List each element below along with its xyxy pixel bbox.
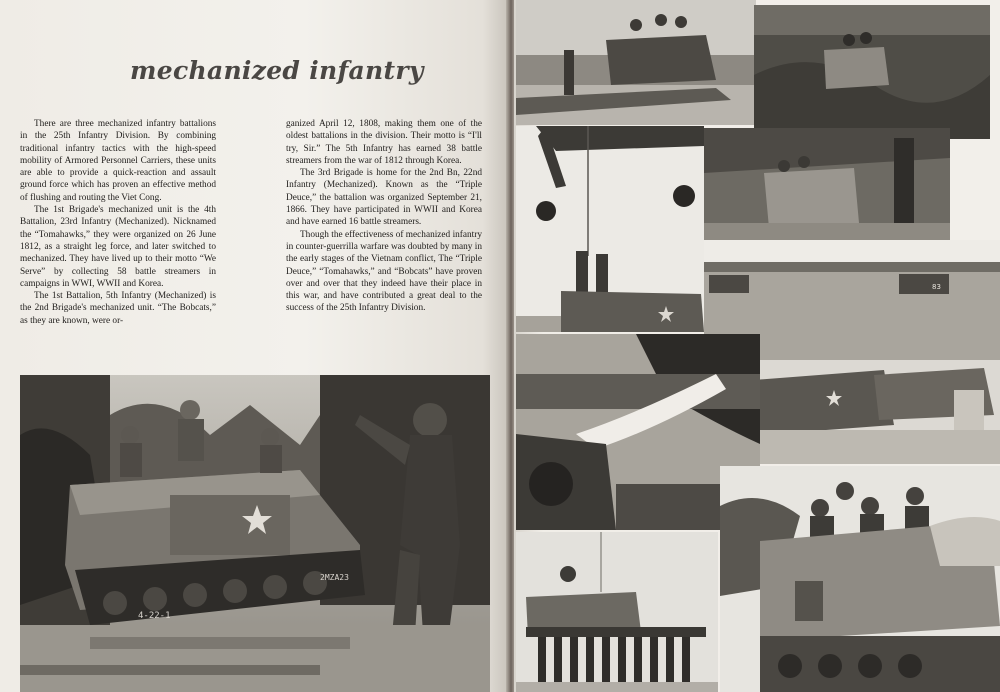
photo-apc-airlift (516, 126, 704, 332)
photo-apc-crew (720, 466, 1000, 692)
right-page (514, 0, 1000, 692)
paragraph: The 3rd Brigade is home for the 2nd Bn, 22nd Infantry (Mechanized). Known as the “Triple Deuce,” the battalion was organized September 21, 1866. They have participated in WWII and Korea and have earned 16 battle streamers. (286, 168, 482, 228)
text-column-1 (20, 118, 216, 327)
photo-field-image (754, 5, 990, 139)
photo-river-image (516, 0, 756, 125)
vehicle-number-marking: 4-22-1 (138, 611, 171, 621)
photo-airlift-image (516, 126, 704, 332)
photo-apc-soldier-directing (20, 375, 490, 692)
text-column-2 (286, 118, 482, 315)
photo-apc-image (20, 375, 490, 692)
photo-crew-image (720, 466, 1000, 692)
photo-apc-mine-roller (516, 532, 718, 692)
paragraph: There are three mechanized infantry battalions in the 25th Infantry Division. By combining traditional infantry tactics with the high-speed mobility of Armored Personnel Carriers, these units are able to provide a quick-reaction and assault ground force which has proven an effective method of flushing and routing the Viet Cong. (20, 119, 216, 203)
paragraph: The 1st Brigade's mechanized unit is the 4th Battalion, 23rd Infantry (Mechanized). Nicknamed the “Tomahawks,” they were organized on 26 June 1812, as a straight leg force, and later switched to mechanized. They have lived up to their motto “We Serve” by collecting 58 battle streamers in campaigns in WWI, WWII and Korea. (20, 205, 216, 289)
apc-number-marking: 83 (932, 283, 941, 291)
paragraph: Though the effectiveness of mechanized infantry in counter-guerrilla warfare was doubted by many in the early stages of the Vietnam conflict, The “Triple Deuce,” “Tomahawks,” and “Bobcats” have proven over and over that they indeed have their place in this war, and have contributed a great deal to the success of the 25th Infantry Division. (286, 229, 482, 314)
photo-apc-river-crossing (516, 0, 756, 125)
photo-apc-in-field (754, 5, 990, 139)
paragraph: ganized April 12, 1808, making them one of the oldest battalions in the division. Their motto is “I'll try, Sir.” The 5th Infantry has earned 38 battle streamers from the war of 1812 through Korea. (286, 119, 482, 166)
vehicle-plate-marking: 2MZA23 (320, 573, 349, 582)
photo-jungle-image (704, 128, 950, 240)
photo-mine-roller-image (516, 532, 718, 692)
paragraph: The 1st Battalion, 5th Infantry (Mechanized) is the 2nd Brigade's mechanized unit. “The Bobcats,” as they are known, were or- (20, 291, 216, 326)
photo-apc-jungle (704, 128, 950, 240)
page-title: mechanized infantry (130, 56, 424, 85)
